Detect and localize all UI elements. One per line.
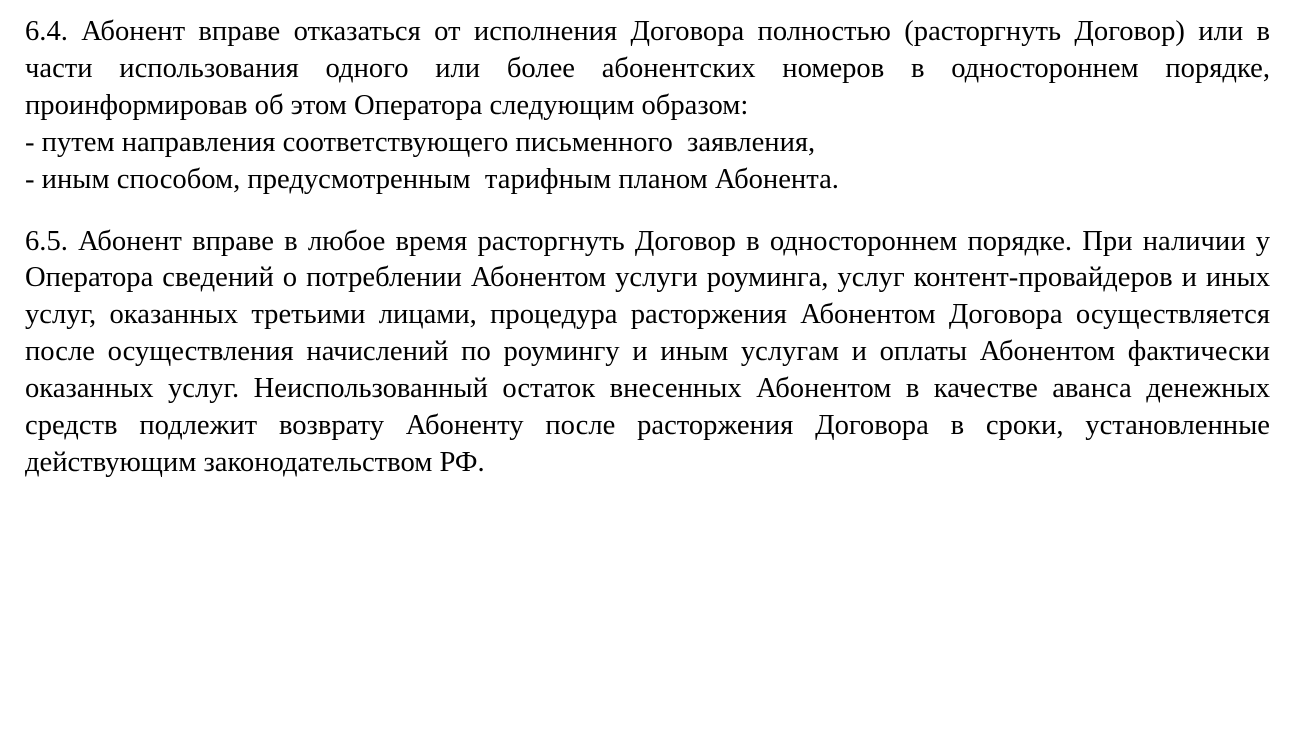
clause-6-4-item-tariff-plan: - иным способом, предусмотренным тарифным планом Абонента. [25,163,839,195]
clause-6-5-text: 6.5. Абонент вправе в любое время расторгнуть Договор в одностороннем порядке. При наличии у Оператора сведений о потреблении Абонентом услуги роуминга, услуг контент-провайдеров и иных услуг, оказанных третьими лицами, процедура расторжения Абонентом Договора осуществляется после осуществления начислений по роумингу и иным услугам и оплаты Абонентом фактически оказанных услуг. Неиспользованный остаток внесенных Абонентом в качестве аванса денежных средств подлежит возврату Абоненту после расторжения Договора в сроки, установленные действующим законодательством РФ. [25,225,1270,478]
clause-6-4-item-written-application: - путем направления соответствующего письменного заявления, [25,126,816,158]
clause-6-4-text: 6.4. Абонент вправе отказаться от исполнения Договора полностью (расторгнуть Договор) или в части использования одного или более абонентских номеров в одностороннем порядке, проинформировав об этом Оператора следующим образом: [25,16,1270,121]
document-page [25,14,1270,482]
